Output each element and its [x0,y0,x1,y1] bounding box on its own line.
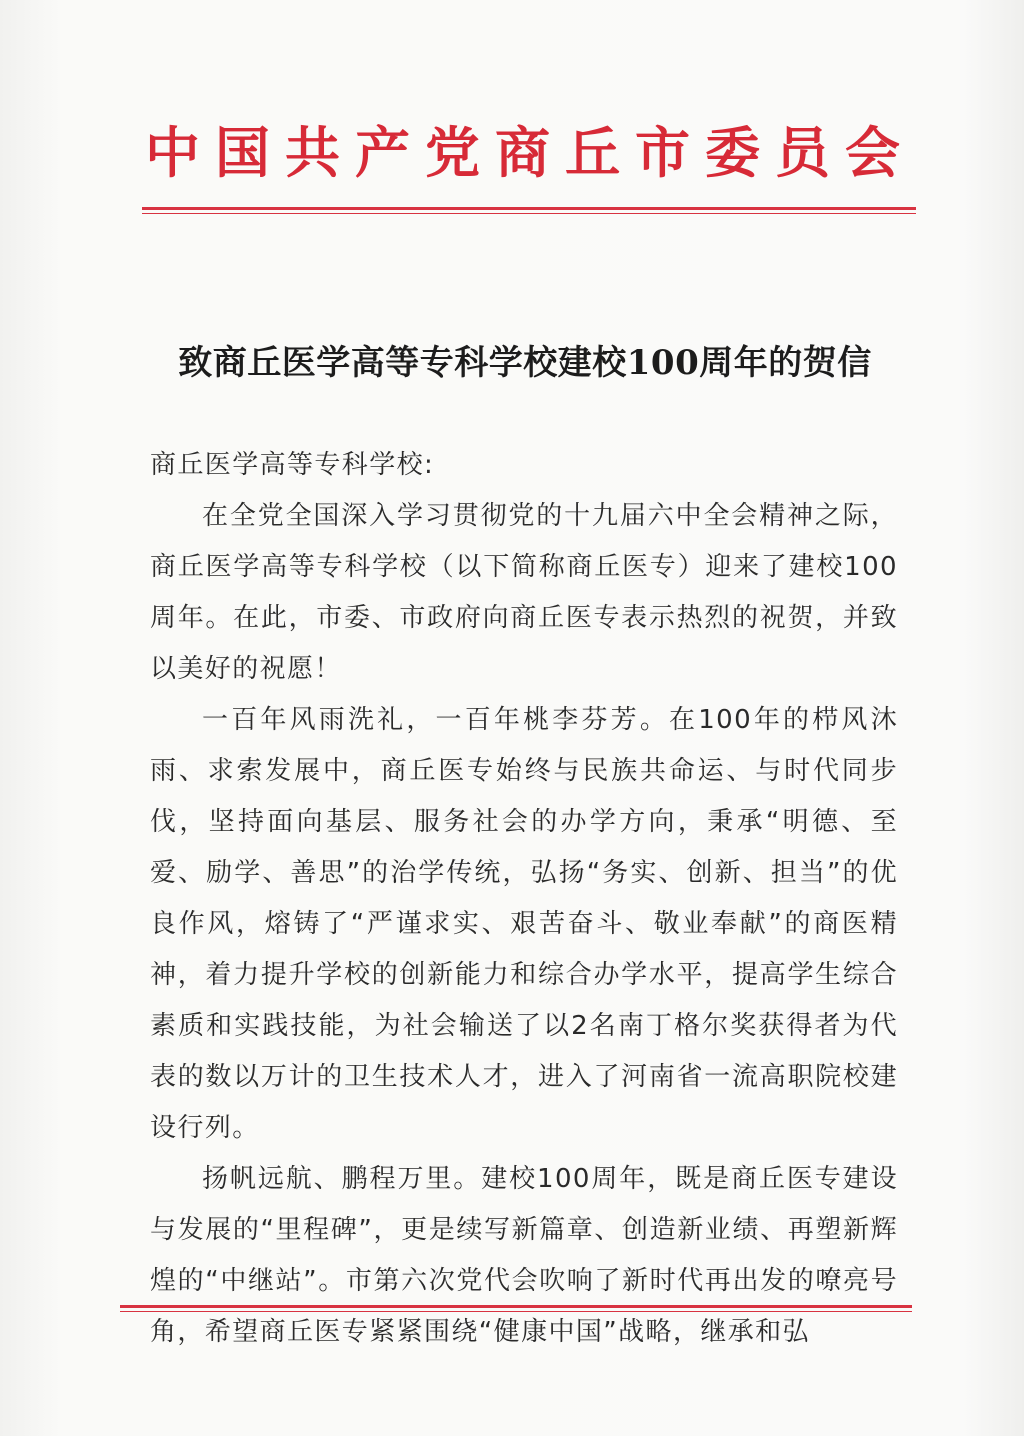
footer-red-rule-thin [120,1311,912,1312]
letterhead-red-rule-thick [142,207,916,210]
letter-title: 致商丘医学高等专科学校建校100周年的贺信 [178,343,872,383]
salutation: 商丘医学高等专科学校: [150,450,435,480]
paragraph-1: 在全党全国深入学习贯彻党的十九届六中全会精神之际，商丘医学高等专科学校（以下简称商丘医专）迎来了建校100周年。在此，市委、市政府向商丘医专表示热烈的祝贺，并致以美好的祝愿！ [150,501,898,684]
paragraph-2: 一百年风雨洗礼，一百年桃李芬芳。在100年的栉风沐雨、求索发展中，商丘医专始终与民族共命运、与时代同步伐，坚持面向基层、服务社会的办学方向，秉承“明德、至爱、励学、善思”的治学传统，弘扬“务实、创新、担当”的优良作风，熔铸了“严谨求实、艰苦奋斗、敬业奉献”的商医精神，着力提升学校的创新能力和综合办学水平，提高学生综合素质和实践技能，为社会输送了以2名南丁格尔奖获得者为代表的数以万计的卫生技术人才，进入了河南省一流高职院校建设行列。 [150,705,898,1143]
letterhead-issuer: 中国共产党商丘市委员会 [144,120,915,185]
letterhead-red-rule-thin [142,213,916,214]
letter-body [150,440,898,1358]
footer-red-rule-thick [120,1305,912,1308]
paragraph-3: 扬帆远航、鹏程万里。建校100周年，既是商丘医专建设与发展的“里程碑”，更是续写新篇章、创造新业绩、再塑新辉煌的“中继站”。市第六次党代会吹响了新时代再出发的嘹亮号角，希望商丘医专紧紧围绕“健康中国”战略，继承和弘 [150,1164,898,1347]
